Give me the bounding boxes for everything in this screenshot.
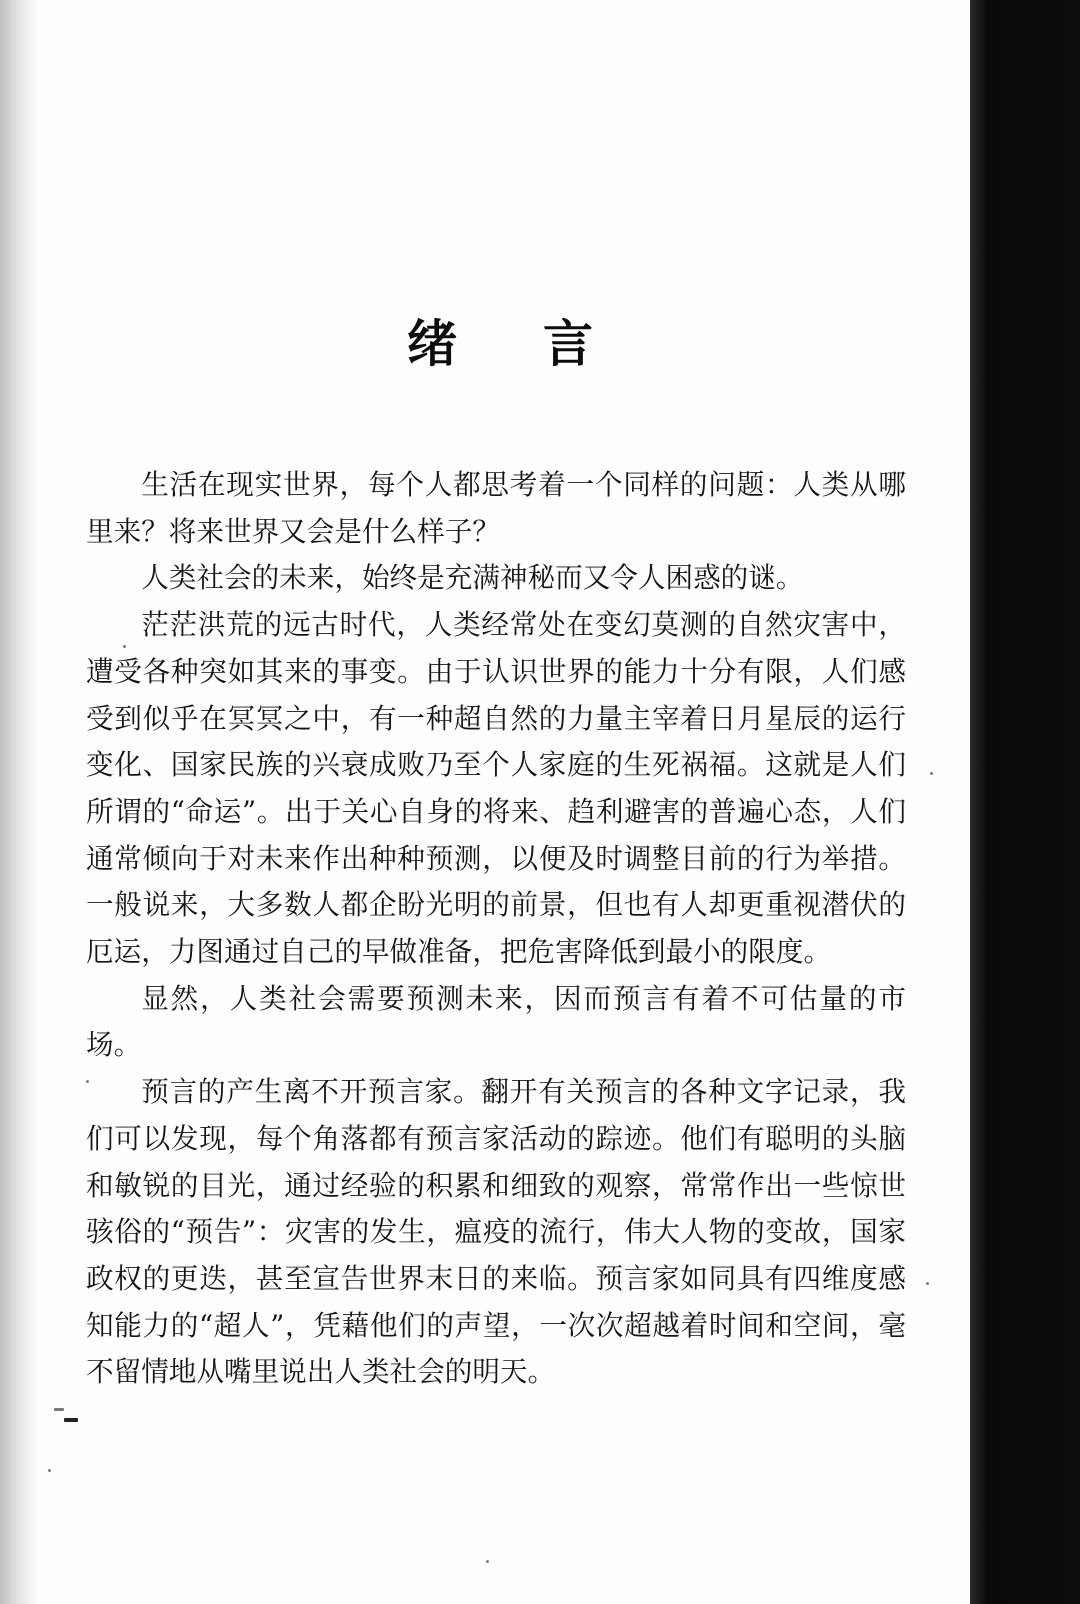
scan-spine-shadow (0, 0, 40, 1604)
chapter-body (86, 462, 906, 1396)
paragraph: 茫茫洪荒的远古时代，人类经常处在变幻莫测的自然灾害中，遭受各种突如其来的事变。由于认识世界的能力十分有限，人们感受到似乎在冥冥之中，有一种超自然的力量主宰着日月星辰的运行变化、国家民族的兴衰成败乃至个人家庭的生死祸福。这就是人们所谓的“命运”。出于关心自身的将来、趋利避害的普遍心态，人们通常倾向于对未来作出种种预测，以便及时调整目前的行为举措。一般说来，大多数人都企盼光明的前景，但也有人却更重视潜伏的厄运，力图通过自己的早做准备，把危害降低到最小的限度。 (86, 608, 906, 969)
scan-speck (930, 772, 933, 775)
paragraph: 人类社会的未来，始终是充满神秘而又令人困惑的谜。 (141, 561, 804, 595)
scan-speck (64, 1418, 78, 1422)
paragraph: 预言的产生离不开预言家。翻开有关预言的各种文字记录，我们可以发现，每个角落都有预言家活动的踪迹。他们有聪明的头脑和敏锐的目光，通过经验的积累和细致的观察，常常作出一些惊世骇俗的“预告”：灾害的发生，瘟疫的流行，伟大人物的变故，国家政权的更迭，甚至宣告世界末日的来临。预言家如同具有四维度感知能力的“超人”，凭藉他们的声望，一次次超越着时间和空间，毫不留情地从嘴里说出人类社会的明天。 (86, 1075, 906, 1389)
scan-speck (926, 1282, 929, 1285)
chapter-title: 绪言 (407, 313, 679, 373)
scan-speck (48, 1469, 51, 1472)
scan-dark-margin (970, 0, 1080, 1604)
paragraph: 显然，人类社会需要预测未来，因而预言有着不可估量的市场。 (86, 981, 906, 1062)
scan-speck (486, 1560, 489, 1563)
paragraph: 生活在现实世界，每个人都思考着一个同样的问题：人类从哪里来？将来世界又会是什么样子？ (86, 468, 906, 548)
scan-speck (54, 1408, 64, 1411)
